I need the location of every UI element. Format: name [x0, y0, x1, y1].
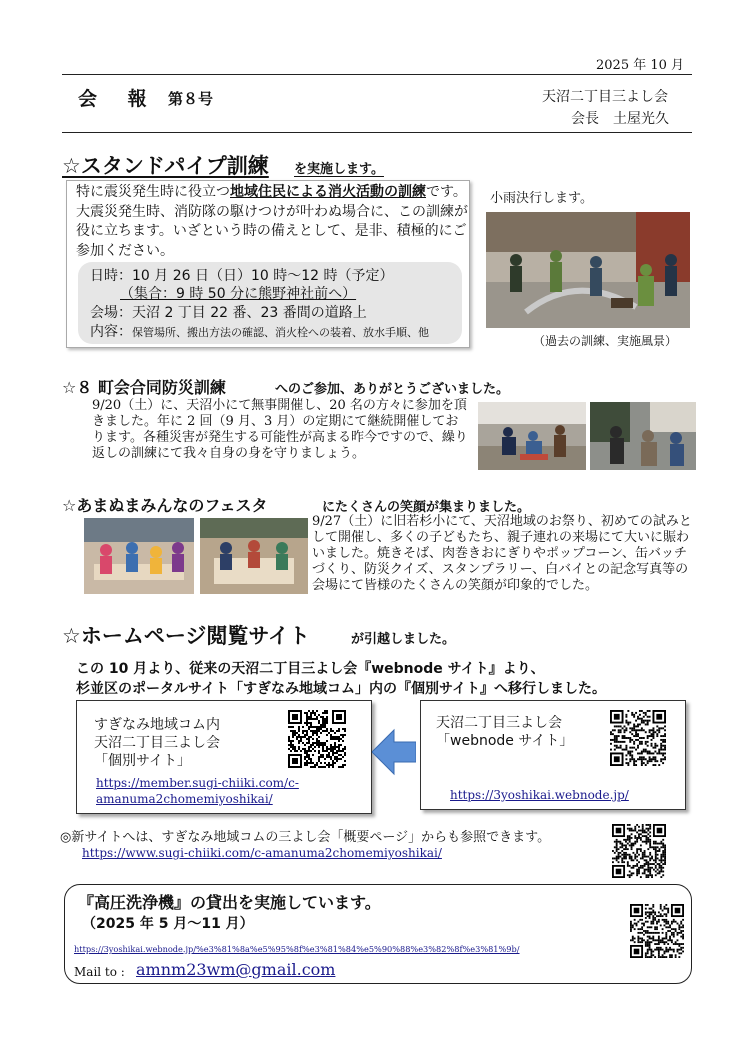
organization-name: 天沼二丁目三よし会 — [542, 89, 668, 105]
festa-photo-1 — [84, 518, 194, 594]
section1-body — [76, 183, 468, 261]
new-site-link-part1[interactable]: https://member.sugi-chiiki.com/c- — [96, 776, 299, 790]
old-site-line2: 「webnode サイト」 — [436, 733, 574, 749]
section2-title: ☆８ 町会合同防災訓練 — [62, 378, 226, 397]
old-site-line1: 天沼二丁目三よし会 — [436, 715, 562, 731]
event-assembly: （集合：9 時 50 分に熊野神社前へ） — [120, 286, 357, 302]
new-site-line3: 「個別サイト」 — [94, 753, 192, 769]
drill-photo-2 — [590, 402, 696, 470]
overview-page-link[interactable]: https://www.sugi-chiiki.com/c-amanuma2chomemiyoshikai/ — [82, 846, 442, 860]
section2-title-suffix: へのご参加、ありがとうございました。 — [275, 382, 510, 397]
new-site-link[interactable] — [96, 775, 299, 807]
event-content-label: 内容： — [90, 324, 132, 340]
washer-rental-title: 『高圧洗浄機』の貸出を実施しています。 — [78, 893, 381, 912]
washer-rental-qr-code — [630, 904, 684, 958]
section4-note: ◎新サイトへは、すぎなみ地域コムの三よし会「概要ページ」からも参照できます。 — [60, 830, 551, 845]
event-content-text: 保管場所、搬出方法の確認、消火栓への装着、放水手順、他 — [132, 326, 429, 339]
newsletter-title: 会 報 — [78, 88, 159, 110]
section4-title-suffix: が引越しました。 — [351, 632, 456, 647]
section1-title-suffix: を実施します。 — [294, 162, 384, 177]
event-schedule: 日時：10 月 26 日（日）10 時〜12 時（予定） — [90, 268, 394, 284]
event-content — [90, 321, 429, 341]
president-name: 会長 土屋光久 — [571, 111, 669, 127]
old-site-link[interactable]: https://3yoshikai.webnode.jp/ — [450, 788, 629, 802]
new-site-line2: 天沼二丁目三よし会 — [94, 735, 220, 751]
section1-body-emphasis: 地域住民による消火活動の訓練 — [230, 184, 426, 200]
new-site-line1: すぎなみ地域コム内 — [94, 717, 220, 733]
weather-note: 小雨決行します。 — [490, 191, 593, 206]
section1-title: ☆スタンドパイプ訓練 — [62, 154, 269, 178]
section4-intro-1: この 10 月より、従来の天沼二丁目三よし会『webnode サイト』より、 — [76, 661, 545, 677]
event-venue: 会場：天沼 2 丁目 22 番、23 番間の道路上 — [90, 305, 367, 321]
overview-qr-code — [612, 824, 666, 878]
photo-caption: （過去の訓練、実施風景） — [533, 334, 678, 348]
section4-title: ☆ホームページ閲覧サイト — [62, 624, 310, 648]
issue-number: 第８号 — [168, 90, 214, 108]
new-site-link-part2[interactable]: amanuma2chomemiyoshikai/ — [96, 792, 273, 806]
washer-rental-period: （2025 年 5 月〜11 月） — [82, 916, 254, 932]
section3-body: 9/27（土）に旧若杉小にて、天沼地域のお祭り、初めての試みとして開催し、多くの子どもたち、親子連れの来場にて大いに賑わいました。焼きそば、肉巻きおにぎりやポップコーン、缶バッチづくり、防災クイズ、スタンプラリー、白バイとの記念写真等の会場にて皆様のたくさんの笑顔が印象的でした。 — [312, 514, 692, 593]
section3-title: ☆あまぬまみんなのフェスタ — [62, 496, 268, 515]
header-rule-top — [62, 74, 692, 75]
section1-body-text-2: です。大震災発生時、消防隊の駆けつけが叶わぬ場合に、この訓練が役に立ちます。いざという時の備えとして、是非、積極的にご参加ください。 — [76, 184, 468, 259]
festa-photo-2 — [200, 518, 308, 594]
drill-photo-1 — [478, 402, 586, 470]
section3-title-suffix: にたくさんの笑顔が集まりました。 — [322, 500, 531, 515]
new-site-qr-code — [288, 710, 346, 768]
issue-date: 2025 年 10 月 — [596, 58, 685, 73]
mail-label: Mail to : — [74, 965, 125, 979]
section4-intro-2: 杉並区のポータルサイト「すぎなみ地域コム」内の『個別サイト』へ移行しました。 — [76, 681, 607, 697]
arrow-left-icon — [372, 728, 416, 776]
old-site-qr-code — [610, 710, 666, 766]
section1-body-text: 特に震災発生時に役立つ — [76, 184, 230, 200]
washer-rental-link[interactable]: https://3yoshikai.webnode.jp/%e3%81%8a%e5%95%8f%e3%81%84%e5%90%88%e3%82%8f%e3%81%9b/ — [74, 944, 520, 954]
section2-body: 9/20（土）に、天沼小にて無事開催し、20 名の方々に参加を頂きました。年に 2 回（9 月、3 月）の定期にて継続開催しております。各種災害が発生する可能性が高まる昨今ですので、繰り返しの訓練にて我々自身の身を守りましょう。 — [92, 398, 468, 461]
training-photo — [486, 212, 690, 328]
mail-link[interactable]: amnm23wm@gmail.com — [136, 960, 336, 979]
header-rule-bottom — [62, 132, 692, 133]
